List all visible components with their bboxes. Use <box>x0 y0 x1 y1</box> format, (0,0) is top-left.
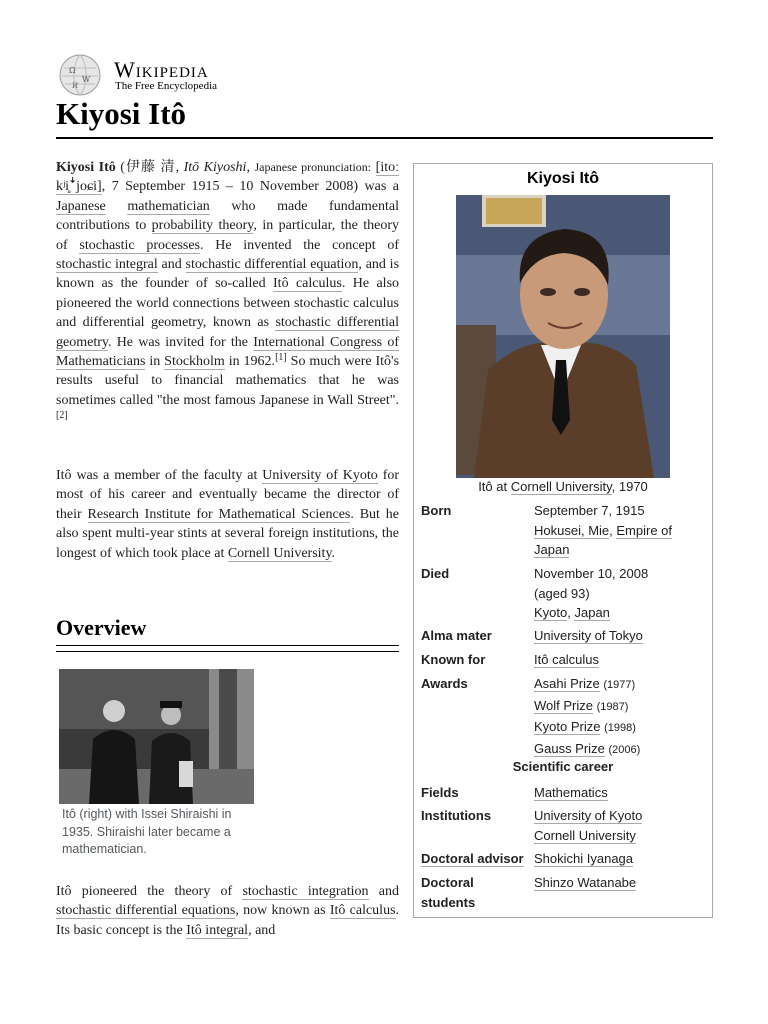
link-probability-theory[interactable]: probability theory <box>151 218 254 234</box>
fields-value <box>534 783 706 803</box>
link-japanese[interactable]: Japanese <box>56 198 106 214</box>
portrait-photo <box>456 195 670 478</box>
doctoral-advisor-value <box>534 849 706 869</box>
page-title: Kiyosi Itô <box>56 96 187 131</box>
link-shinzo-watanabe[interactable]: Shinzo Watanabe <box>534 875 637 890</box>
died-label: Died <box>421 566 450 581</box>
wikipedia-logo[interactable] <box>56 54 236 96</box>
institutions-value <box>534 806 706 845</box>
svg-text:И: И <box>72 82 79 90</box>
romanized-name: Itō Kiyoshi <box>183 160 247 175</box>
svg-text:Ω: Ω <box>69 66 76 75</box>
awards-label: Awards <box>421 676 468 691</box>
wikipedia-wordmark: Wikipedia <box>114 57 209 82</box>
link-cornell-university[interactable]: Cornell University <box>227 545 332 561</box>
overview-photo[interactable] <box>59 669 254 804</box>
link-ito-calculus[interactable]: Itô calculus <box>273 276 342 292</box>
doctoral-students-value <box>534 873 706 893</box>
link-wolf-prize[interactable]: Wolf Prize <box>534 697 593 713</box>
alma-mater-label: Alma mater <box>421 628 492 643</box>
reference-1[interactable]: [1] <box>275 352 287 364</box>
doctoral-advisor-label: Doctoral advisor <box>421 851 524 866</box>
link-hokusei-mie[interactable]: Hokusei, Mie <box>534 522 610 538</box>
link-ito-calculus-2[interactable]: Itô calculus <box>329 903 396 919</box>
photo-ito-shiraishi <box>59 669 254 804</box>
infobox-title: Kiyosi Itô <box>526 170 599 187</box>
wikipedia-globe-icon <box>56 54 104 96</box>
life-dates: 7 September 1915 – 10 November 2008 <box>111 179 354 195</box>
overview-heading: Overview <box>56 615 147 640</box>
heading-divider <box>56 645 399 646</box>
fields-label: Fields <box>421 785 459 800</box>
reference-2[interactable]: [2] <box>56 410 68 422</box>
link-international-congress[interactable]: International Congress of Mathematicians <box>56 334 399 370</box>
link-stochastic-differential-equations[interactable]: stochastic differential equations <box>56 903 236 919</box>
known-for-value <box>534 650 706 670</box>
intro-paragraph: Kiyosi Itô (伊藤 清, Itō Kiyoshi, Japanese pronunciation: [itoː kʲi̥ꜜjoɕi], 7 September 1915 – 10 November 2008) was a Japanese mathematician who made fundamental contributions to probability theory, in particular, the theory of stochastic processes. He invented the concept of stochastic integral and stochastic differential equation, and is known as the founder of so-called Itô calculus. He also pioneered the world connections between stochastic calculus and differential geometry, known as stochastic differential geometry. He was invited for the International Congress of Mathematicians in Stockholm in 1962.[1] So much were Itô's results useful to financial mathematics that he was sometimes called "the most famous Japanese in Wall Street".[2] <box>56 160 400 422</box>
overview-photo-caption: Itô (right) with Issei Shiraishi in 1935. Shiraishi later became a mathematician. <box>62 807 232 856</box>
portrait-caption: Itô at Cornell University, 1970 <box>478 479 648 494</box>
link-japan[interactable]: Japan <box>574 605 610 620</box>
svg-text:W: W <box>82 75 91 84</box>
stochastic-integration-paragraph: Itô pioneered the theory of stochastic integration and stochastic differential equations, now known as Itô calculus. Its basic concept is the Itô integral, and <box>56 884 400 938</box>
link-stochastic-integral[interactable]: stochastic integral <box>56 257 158 273</box>
link-stockholm[interactable]: Stockholm <box>164 354 225 370</box>
link-university-of-kyoto[interactable]: University of Kyoto <box>262 468 378 483</box>
pronunciation-label: Japanese pronunciation: <box>254 160 372 174</box>
known-for-label: Known for <box>421 652 486 667</box>
link-rims[interactable]: Research Institute for Mathematical Sciences <box>87 506 351 522</box>
link-stochastic-integration[interactable]: stochastic integration <box>242 884 369 899</box>
died-value: November 10, 2008 (aged 93) Kyoto, Japan <box>534 566 649 620</box>
link-stochastic-differential-equation[interactable]: stochastic differential equation <box>185 257 359 273</box>
title-divider <box>56 137 713 139</box>
born-value: September 7, 1915 Hokusei, Mie, Empire of Japan <box>534 503 673 557</box>
link-ito-integral[interactable]: Itô integral <box>186 922 249 938</box>
link-mathematician[interactable]: mathematician <box>127 198 210 214</box>
doctoral-students-label: Doctoral students <box>421 875 476 910</box>
subject-name: Kiyosi Itô <box>56 160 116 175</box>
link-university-of-kyoto-infobox[interactable]: University of Kyoto <box>534 808 643 823</box>
link-cornell-infobox[interactable]: Cornell University <box>534 827 636 843</box>
link-asahi-prize[interactable]: Asahi Prize <box>534 676 600 691</box>
wikipedia-tagline: The Free Encyclopedia <box>115 80 218 92</box>
link-mathematics[interactable]: Mathematics <box>534 785 608 800</box>
link-university-of-tokyo[interactable]: University of Tokyo <box>534 628 643 643</box>
heading-divider <box>56 651 399 652</box>
link-kyoto-prize[interactable]: Kyoto Prize <box>534 719 601 734</box>
awards-value: Asahi Prize (1977) Wolf Prize (1987) Kyoto Prize (1998) Gauss Prize (2006) <box>534 676 641 756</box>
ipa-link[interactable]: [itoː kʲi̥ꜜjoɕi] <box>56 160 400 195</box>
link-empire-of-japan[interactable]: Empire of Japan <box>534 522 673 557</box>
institutions-label: Institutions <box>421 808 492 823</box>
born-label: Born <box>421 503 452 518</box>
infobox <box>413 163 713 918</box>
kanji-name: 伊藤 清 <box>124 160 176 175</box>
link-cornell-caption[interactable]: Cornell University <box>510 479 612 494</box>
alma-mater-value <box>534 626 706 646</box>
link-kyoto[interactable]: Kyoto <box>534 605 568 620</box>
link-gauss-prize[interactable]: Gauss Prize <box>534 740 605 756</box>
faculty-paragraph: Itô was a member of the faculty at University of Kyoto for most of his career and eventually became the director of their Research Institute for Mathematical Sciences. But he also spent multi-year stints at several foreign institutions, the longest of which took place at Cornell University. <box>56 468 400 561</box>
link-shokichi-iyanaga[interactable]: Shokichi Iyanaga <box>534 851 634 866</box>
scientific-career-heading: Scientific career <box>512 759 614 774</box>
link-ito-calculus-infobox[interactable]: Itô calculus <box>534 652 600 667</box>
link-stochastic-differential-geometry[interactable]: stochastic differential geometry <box>56 315 400 350</box>
link-stochastic-processes[interactable]: stochastic processes <box>79 237 200 253</box>
infobox-portrait[interactable] <box>456 195 670 478</box>
